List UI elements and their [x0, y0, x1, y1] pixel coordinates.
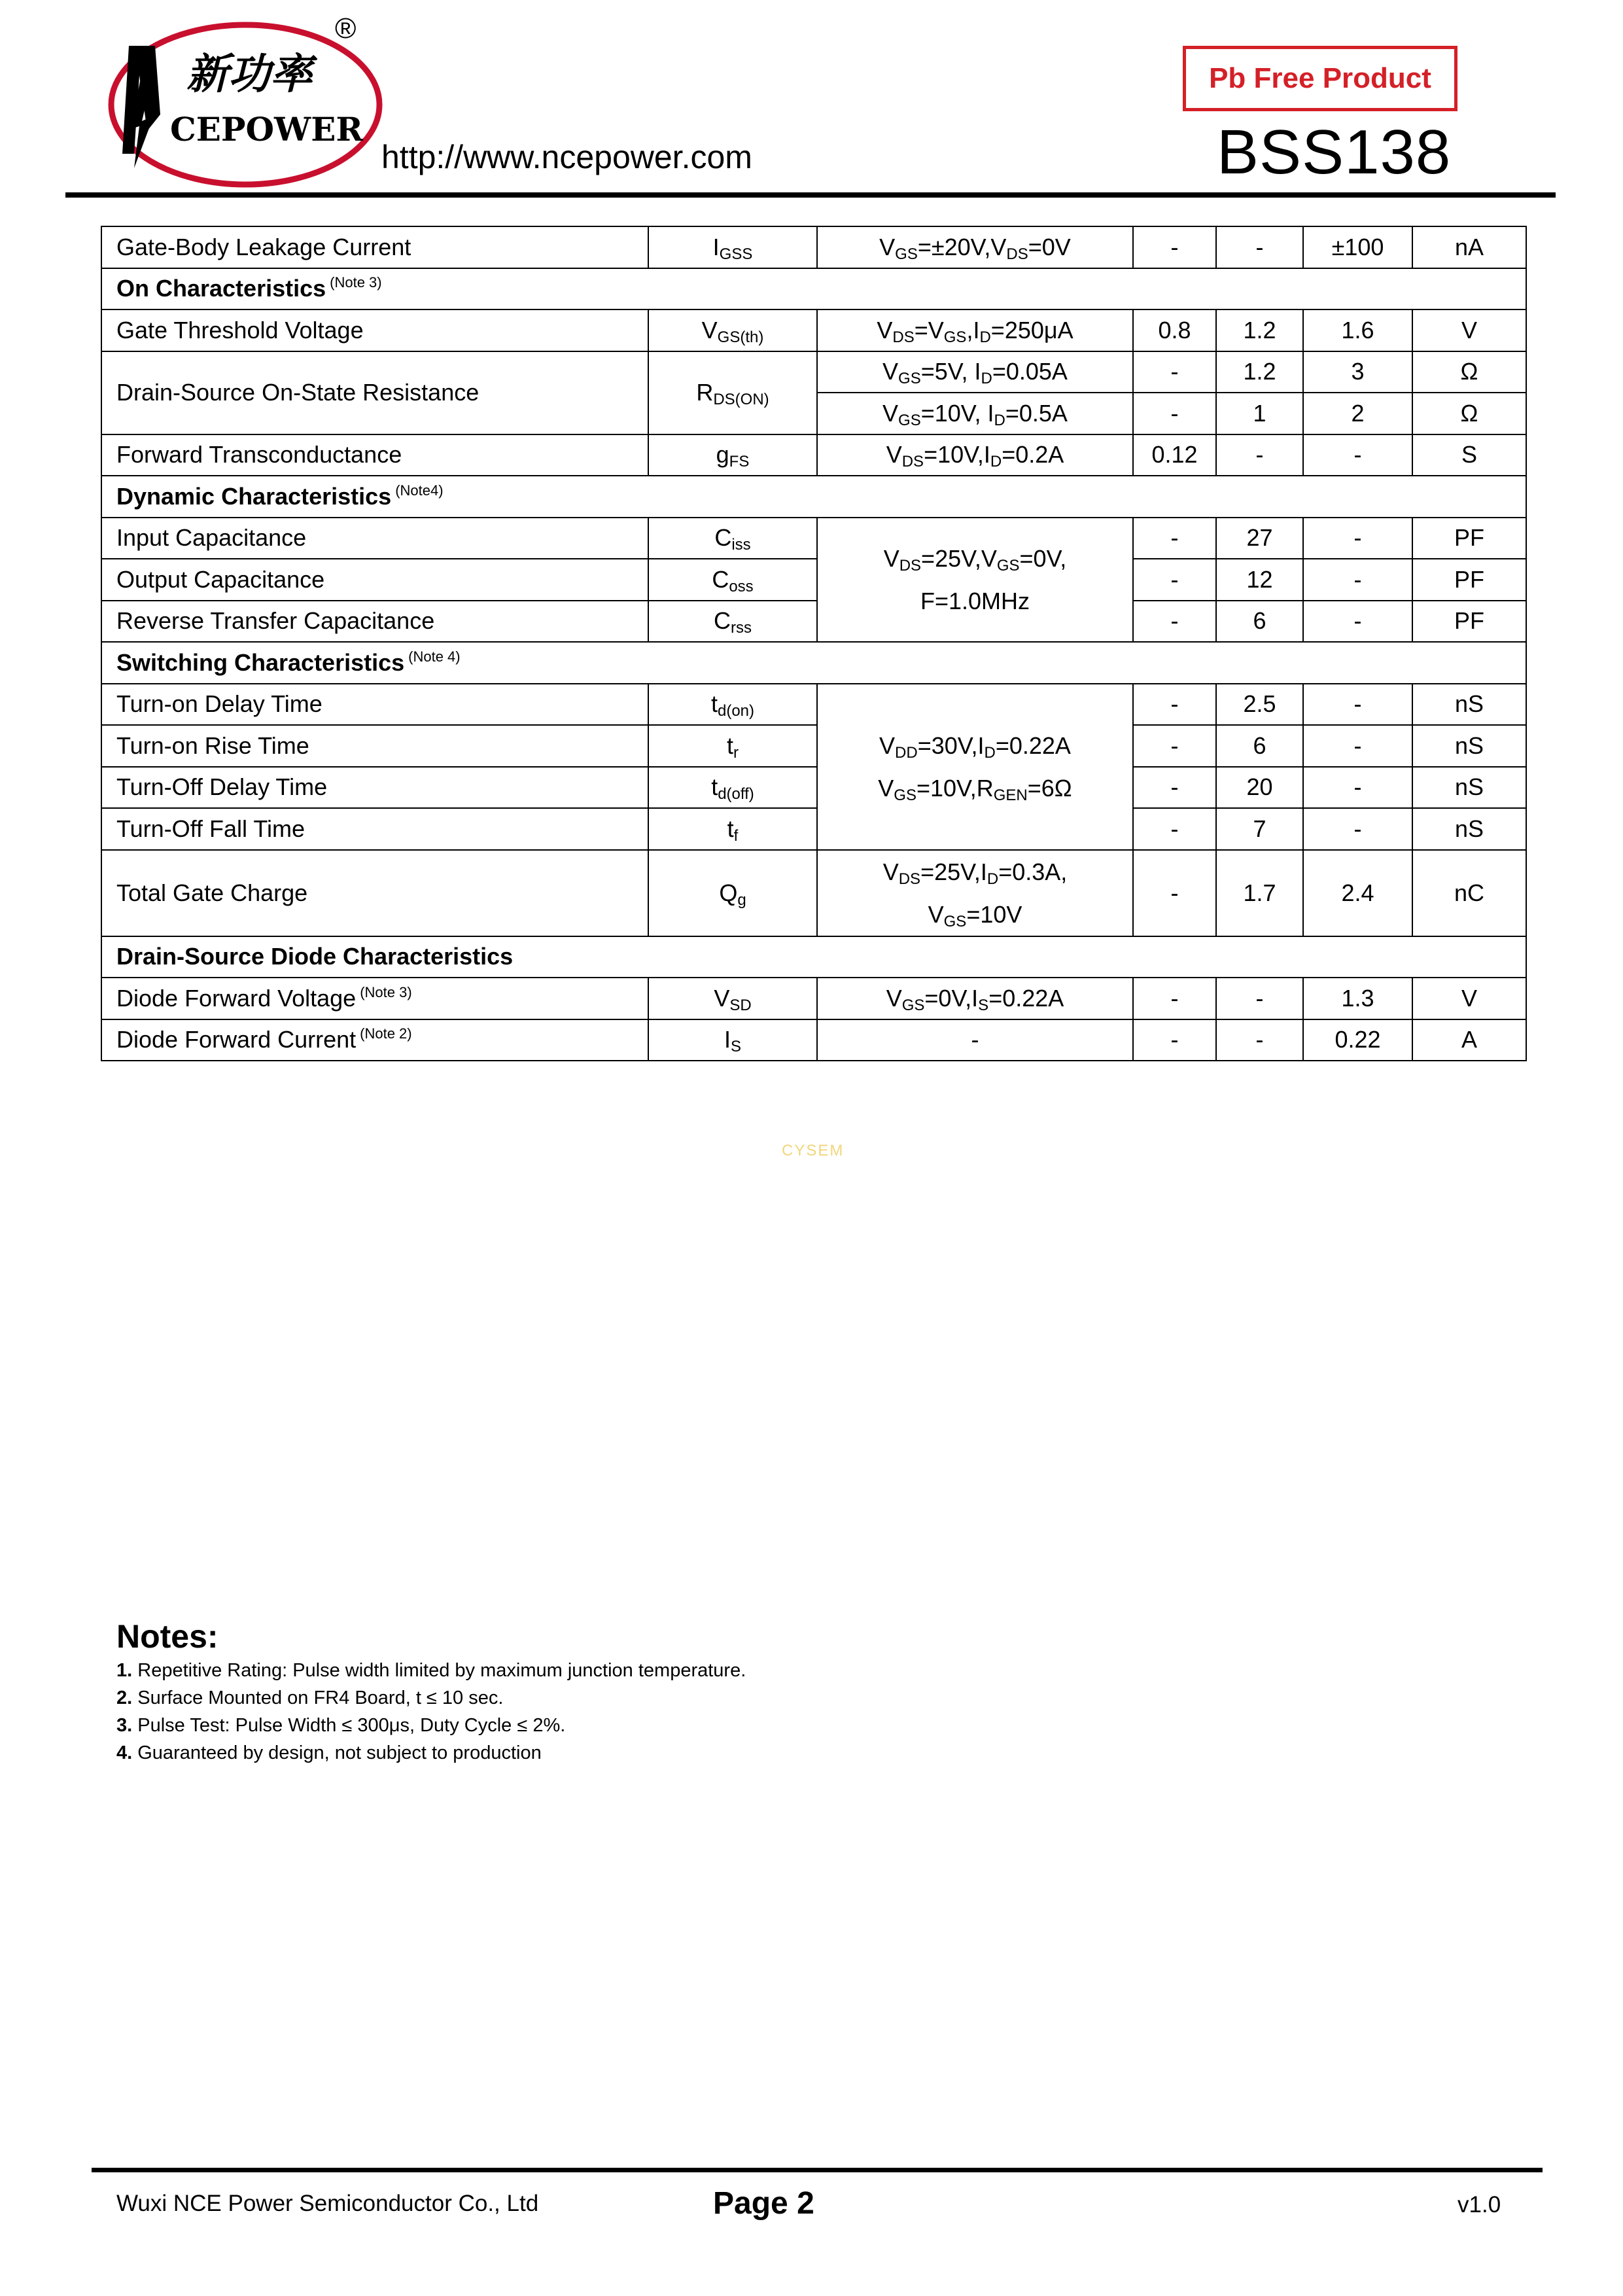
company-name: Wuxi NCE Power Semiconductor Co., Ltd	[116, 2191, 539, 2216]
parameter-name	[101, 767, 648, 809]
symbol	[648, 850, 817, 936]
symbol-subscript: FS	[729, 453, 750, 471]
condition-text	[971, 1026, 979, 1053]
cond-subscript: GS	[894, 786, 916, 804]
cond-subscript: GS	[943, 912, 967, 930]
cond-part: =0.22A	[995, 732, 1071, 759]
cond-part: V	[990, 233, 1007, 260]
symbol-main: I	[712, 233, 720, 260]
symbol-main: V	[701, 316, 718, 344]
max-value: -	[1303, 518, 1412, 559]
cond-part: ,I	[966, 316, 980, 344]
cond-part: V	[883, 544, 899, 572]
symbol-subscript: rss	[731, 619, 752, 637]
unit: nA	[1412, 226, 1526, 268]
cond-subscript: D	[979, 328, 991, 346]
parameter-name	[101, 351, 648, 434]
table-row	[101, 1019, 1526, 1061]
section-header-row	[101, 936, 1526, 978]
test-condition	[817, 351, 1133, 393]
cond-subscript: DS	[901, 453, 924, 471]
symbol-main: t	[726, 732, 733, 759]
typ-value: 20	[1216, 767, 1303, 809]
parameter-label: Gate-Body Leakage Current	[116, 233, 411, 260]
cond-subscript: DD	[895, 743, 918, 762]
notes-title: Notes:	[116, 1618, 218, 1655]
table-row	[101, 850, 1526, 936]
cond-subscript: D	[984, 743, 996, 762]
typ-value: 1.2	[1216, 309, 1303, 351]
cond-part: =10V,I	[924, 441, 990, 468]
cond-part: =10V	[966, 900, 1022, 928]
typ-value: 6	[1216, 601, 1303, 643]
typ-value: -	[1216, 226, 1303, 268]
test-condition	[817, 978, 1133, 1019]
test-condition-merged	[817, 518, 1133, 643]
cond-part: V	[928, 900, 944, 928]
cond-part: F=1.0MHz	[920, 587, 1030, 614]
parameter-name	[101, 808, 648, 850]
unit: Ω	[1412, 393, 1526, 434]
cond-subscript: GS	[898, 370, 921, 388]
cond-part: V	[882, 358, 899, 385]
logo-chinese-text: 新功率	[186, 50, 312, 99]
parameter-name	[101, 725, 648, 767]
cond-part: =0.2A	[1002, 441, 1064, 468]
section-title	[101, 476, 1526, 518]
parameter-label: Turn-on Rise Time	[116, 732, 309, 759]
max-value: -	[1303, 767, 1412, 809]
section-title	[101, 936, 1526, 978]
symbol-subscript: oss	[729, 577, 754, 595]
cond-subscript: GS	[901, 996, 925, 1014]
max-value: -	[1303, 601, 1412, 643]
cond-part: =0.5A	[1005, 399, 1068, 427]
cond-part: -	[971, 1026, 979, 1053]
max-value: 1.6	[1303, 309, 1412, 351]
cond-part: =25V,I	[920, 858, 987, 885]
cond-part: =6Ω	[1027, 774, 1072, 802]
cond-part: =±20V,	[917, 233, 991, 260]
symbol	[648, 767, 817, 809]
parameter-label: Turn-Off Fall Time	[116, 815, 305, 842]
symbol	[648, 351, 817, 434]
footer-divider	[92, 2168, 1543, 2172]
section-title	[101, 268, 1526, 310]
min-value: -	[1133, 1019, 1216, 1061]
cond-subscript: S	[978, 996, 989, 1014]
typ-value: -	[1216, 1019, 1303, 1061]
min-value: -	[1133, 978, 1216, 1019]
note-item: 3. Pulse Test: Pulse Width ≤ 300μs, Duty Cycle ≤ 2%.	[116, 1715, 566, 1736]
section-header-row	[101, 642, 1526, 684]
symbol-subscript: g	[737, 891, 746, 909]
cond-subscript: D	[994, 411, 1005, 429]
symbol-subscript: SD	[729, 996, 752, 1014]
max-value: -	[1303, 808, 1412, 850]
condition-text	[884, 545, 1067, 572]
condition-text	[879, 732, 1071, 762]
max-value: 1.3	[1303, 978, 1412, 1019]
symbol	[648, 684, 817, 726]
unit: S	[1412, 434, 1526, 476]
watermark: CYSEM	[782, 1142, 845, 1159]
table-row	[101, 434, 1526, 476]
cond-part: =0V	[1028, 233, 1071, 260]
unit: nS	[1412, 684, 1526, 726]
symbol	[648, 725, 817, 767]
website-link[interactable]: http://www.ncepower.com	[381, 139, 752, 175]
unit: nC	[1412, 850, 1526, 936]
table-row	[101, 684, 1526, 726]
header-divider	[65, 192, 1556, 198]
parameter-name	[101, 434, 648, 476]
typ-value: 6	[1216, 725, 1303, 767]
note-item: 1. Repetitive Rating: Pulse width limited by maximum junction temperature.	[116, 1660, 746, 1681]
symbol-main: t	[711, 773, 718, 801]
section-label: On Characteristics	[116, 275, 326, 302]
note-item: 2. Surface Mounted on FR4 Board, t ≤ 10 sec.	[116, 1687, 504, 1708]
symbol-subscript: d(off)	[718, 785, 754, 804]
parameter-label: Gate Threshold Voltage	[116, 316, 364, 344]
cond-part: V	[879, 732, 896, 759]
symbol-main: C	[714, 524, 732, 552]
parameter-label: Drain-Source On-State Resistance	[116, 379, 480, 406]
parameter-label: Input Capacitance	[116, 524, 307, 552]
logo-brand-text: CEPOWER	[170, 110, 363, 149]
cond-subscript: DS	[899, 556, 922, 574]
test-condition	[817, 309, 1133, 351]
min-value: 0.8	[1133, 309, 1216, 351]
pb-free-badge: Pb Free Product	[1183, 46, 1457, 111]
min-value: -	[1133, 518, 1216, 559]
symbol-main: C	[714, 607, 731, 635]
cond-part: =250μA	[990, 316, 1073, 344]
test-condition	[817, 226, 1133, 268]
section-label: Switching Characteristics	[116, 648, 405, 676]
cond-part: =5V, I	[920, 358, 981, 385]
symbol-main: Q	[719, 879, 738, 906]
symbol-main: V	[714, 984, 730, 1012]
unit: PF	[1412, 559, 1526, 601]
parameter-name	[101, 601, 648, 643]
typ-value: 1.7	[1216, 850, 1303, 936]
test-condition-merged	[817, 684, 1133, 850]
condition-text	[877, 317, 1073, 344]
typ-value: 2.5	[1216, 684, 1303, 726]
symbol	[648, 309, 817, 351]
cond-subscript: D	[981, 370, 992, 388]
max-value: 2	[1303, 393, 1412, 434]
condition-text	[920, 588, 1030, 614]
symbol-main: g	[716, 441, 729, 468]
symbol	[648, 559, 817, 601]
typ-value: 12	[1216, 559, 1303, 601]
symbol-subscript: S	[731, 1038, 742, 1056]
parameter-name	[101, 850, 648, 936]
symbol-subscript: DS(ON)	[713, 391, 769, 408]
cond-part: V	[886, 984, 902, 1012]
cond-subscript: GS	[943, 328, 967, 346]
symbol-subscript: GS(th)	[717, 328, 764, 346]
condition-text	[882, 858, 1068, 888]
registered-mark: ®	[335, 12, 357, 44]
cond-subscript: D	[990, 453, 1002, 471]
section-header-row	[101, 268, 1526, 310]
min-value: 0.12	[1133, 434, 1216, 476]
table-row	[101, 351, 1526, 393]
condition-text	[882, 400, 1068, 427]
typ-value: -	[1216, 978, 1303, 1019]
min-value: -	[1133, 725, 1216, 767]
condition-text	[882, 358, 1068, 388]
parameter-name	[101, 684, 648, 726]
cond-part: =0.3A,	[998, 858, 1068, 885]
unit: nS	[1412, 725, 1526, 767]
symbol	[648, 978, 817, 1019]
test-condition	[817, 1019, 1133, 1061]
symbol	[648, 808, 817, 850]
min-value: -	[1133, 226, 1216, 268]
section-label: Dynamic Characteristics	[116, 482, 392, 510]
section-note-ref: (Note 3)	[330, 274, 382, 291]
parameter-label: Output Capacitance	[116, 565, 325, 593]
condition-text	[878, 775, 1072, 802]
document-version: v1.0	[1457, 2192, 1501, 2217]
symbol-main: R	[696, 379, 714, 406]
cond-subscript: GS	[996, 556, 1020, 574]
max-value: 2.4	[1303, 850, 1412, 936]
symbol-main: C	[712, 565, 729, 593]
cond-subscript: GS	[895, 245, 918, 263]
cond-part: =V	[914, 316, 944, 344]
unit: V	[1412, 309, 1526, 351]
cond-part: =25V,V	[921, 544, 997, 572]
cond-part: V	[878, 774, 894, 802]
table-row	[101, 309, 1526, 351]
test-condition-merged	[817, 850, 1133, 936]
unit: nS	[1412, 767, 1526, 809]
max-value: 3	[1303, 351, 1412, 393]
min-value: -	[1133, 559, 1216, 601]
condition-text	[879, 233, 1071, 263]
parameter-label: Total Gate Charge	[116, 879, 308, 906]
table-row	[101, 767, 1526, 809]
cond-part: V	[886, 441, 902, 468]
symbol	[648, 601, 817, 643]
section-title	[101, 642, 1526, 684]
typ-value: 1.2	[1216, 351, 1303, 393]
parameter-label: Reverse Transfer Capacitance	[116, 607, 435, 635]
parameter-name	[101, 309, 648, 351]
cond-part: =0V,	[1019, 544, 1067, 572]
unit: PF	[1412, 518, 1526, 559]
min-value: -	[1133, 767, 1216, 809]
min-value: -	[1133, 684, 1216, 726]
min-value: -	[1133, 850, 1216, 936]
cond-subscript: DS	[892, 328, 915, 346]
table-row	[101, 601, 1526, 643]
typ-value: 27	[1216, 518, 1303, 559]
cond-part: V	[882, 858, 899, 885]
cond-part: =0V,I	[924, 984, 979, 1012]
cond-part: =0.22A	[988, 984, 1064, 1012]
typ-value: 7	[1216, 808, 1303, 850]
parameter-name	[101, 559, 648, 601]
max-value: -	[1303, 434, 1412, 476]
cond-part: V	[882, 399, 899, 427]
cond-part: V	[877, 316, 893, 344]
parameter-note-ref: (Note 2)	[360, 1025, 412, 1042]
note-item: 4. Guaranteed by design, not subject to production	[116, 1742, 542, 1763]
unit: V	[1412, 978, 1526, 1019]
symbol-subscript: r	[733, 743, 739, 762]
condition-text	[886, 985, 1064, 1012]
part-number: BSS138	[1217, 117, 1452, 187]
cond-part: =10V,R	[916, 774, 994, 802]
typ-value: -	[1216, 434, 1303, 476]
condition-text	[928, 901, 1022, 928]
unit: A	[1412, 1019, 1526, 1061]
cond-part: V	[879, 233, 896, 260]
electrical-characteristics-table	[101, 226, 1527, 1061]
section-label: Drain-Source Diode Characteristics	[116, 943, 514, 970]
symbol	[648, 518, 817, 559]
table-row	[101, 808, 1526, 850]
max-value: -	[1303, 684, 1412, 726]
parameter-label: Turn-on Delay Time	[116, 690, 323, 718]
parameter-name	[101, 518, 648, 559]
max-value: -	[1303, 559, 1412, 601]
test-condition	[817, 393, 1133, 434]
symbol-main: I	[724, 1026, 731, 1053]
symbol-main: t	[710, 690, 718, 718]
cond-part: =30V,I	[917, 732, 985, 759]
table-row	[101, 559, 1526, 601]
parameter-label: Forward Transconductance	[116, 441, 402, 468]
table-row	[101, 725, 1526, 767]
parameter-name	[101, 978, 648, 1019]
symbol-main: t	[727, 815, 734, 842]
cond-part: =10V, I	[920, 399, 994, 427]
section-note-ref: (Note 4)	[408, 648, 461, 665]
typ-value: 1	[1216, 393, 1303, 434]
max-value: -	[1303, 725, 1412, 767]
parameter-name	[101, 1019, 648, 1061]
cond-subscript: DS	[1006, 245, 1028, 263]
cond-subscript: DS	[898, 870, 921, 888]
parameter-name	[101, 226, 648, 268]
condition-text	[886, 441, 1064, 471]
min-value: -	[1133, 808, 1216, 850]
parameter-label: Diode Forward Current	[116, 1026, 357, 1053]
symbol	[648, 226, 817, 268]
parameter-note-ref: (Note 3)	[360, 983, 412, 1000]
cond-subscript: GS	[898, 411, 921, 429]
symbol-subscript: iss	[731, 536, 751, 554]
section-note-ref: (Note4)	[395, 482, 444, 499]
table-row	[101, 518, 1526, 559]
symbol-subscript: f	[733, 826, 739, 845]
min-value: -	[1133, 393, 1216, 434]
min-value: -	[1133, 601, 1216, 643]
cond-subscript: D	[986, 870, 999, 888]
unit: nS	[1412, 808, 1526, 850]
parameter-label: Diode Forward Voltage	[116, 984, 357, 1012]
unit: PF	[1412, 601, 1526, 643]
parameter-label: Turn-Off Delay Time	[116, 773, 328, 801]
cond-subscript: GEN	[993, 786, 1028, 804]
symbol-subscript: GSS	[719, 245, 753, 263]
test-condition	[817, 434, 1133, 476]
symbol	[648, 434, 817, 476]
symbol	[648, 1019, 817, 1061]
page-number: Page 2	[713, 2186, 814, 2221]
unit: Ω	[1412, 351, 1526, 393]
max-value: 0.22	[1303, 1019, 1412, 1061]
symbol-subscript: d(on)	[717, 702, 755, 720]
table-row	[101, 978, 1526, 1019]
min-value: -	[1133, 351, 1216, 393]
cond-part: =0.05A	[992, 358, 1068, 385]
table-row	[101, 226, 1526, 268]
max-value: ±100	[1303, 226, 1412, 268]
section-header-row	[101, 476, 1526, 518]
